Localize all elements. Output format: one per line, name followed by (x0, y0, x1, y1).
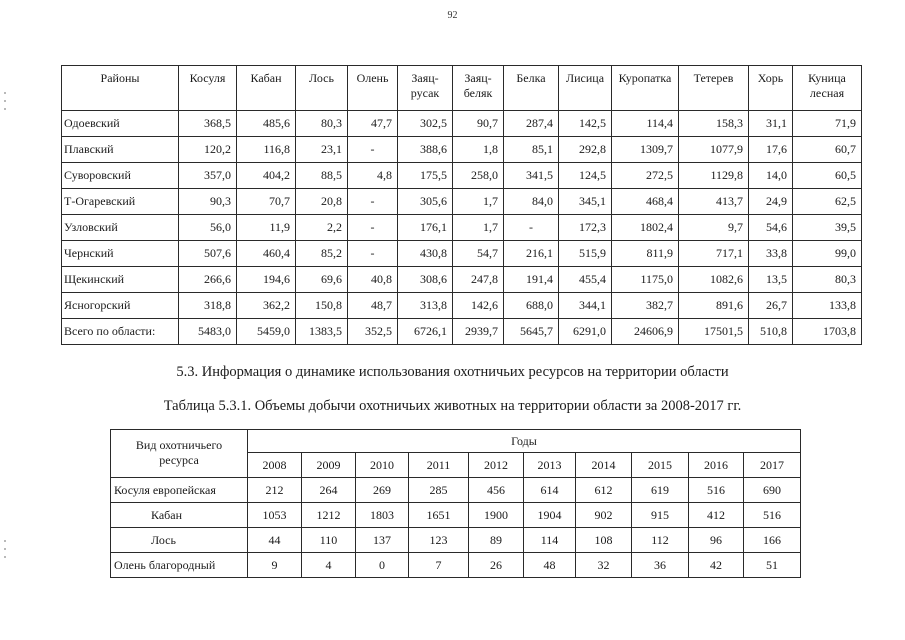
value-cell: 85,2 (296, 241, 348, 267)
table-row (62, 163, 862, 189)
value-cell: 85,1 (504, 137, 559, 163)
value-cell: 9,7 (679, 215, 749, 241)
year-header: 2013 (524, 453, 576, 478)
district-name-cell: Т-Огаревский (62, 189, 179, 215)
value-cell: - (348, 189, 398, 215)
value-cell: 269 (356, 478, 409, 503)
value-cell: - (348, 215, 398, 241)
district-name-cell: Чернский (62, 241, 179, 267)
species-header: Заяц- русак (398, 66, 453, 111)
value-cell: 2,2 (296, 215, 348, 241)
value-cell: - (504, 215, 559, 241)
value-cell: 9 (248, 553, 302, 578)
harvest-volume-table (110, 429, 801, 578)
value-cell: 368,5 (179, 111, 237, 137)
value-cell: 614 (524, 478, 576, 503)
value-cell: 48,7 (348, 293, 398, 319)
value-cell: 305,6 (398, 189, 453, 215)
value-cell: 212 (248, 478, 302, 503)
value-cell: 54,7 (453, 241, 504, 267)
value-cell: - (348, 241, 398, 267)
value-cell: 194,6 (237, 267, 296, 293)
value-cell: 44 (248, 528, 302, 553)
value-cell: 96 (689, 528, 744, 553)
value-cell: 36 (632, 553, 689, 578)
table-row (62, 319, 862, 345)
value-cell: 382,7 (612, 293, 679, 319)
value-cell: 516 (689, 478, 744, 503)
value-cell: 2939,7 (453, 319, 504, 345)
value-cell: 13,5 (749, 267, 793, 293)
value-cell: 14,0 (749, 163, 793, 189)
year-header: 2008 (248, 453, 302, 478)
value-cell: 20,8 (296, 189, 348, 215)
value-cell: 108 (576, 528, 632, 553)
value-cell: 1053 (248, 503, 302, 528)
value-cell: 90,7 (453, 111, 504, 137)
value-cell: 272,5 (612, 163, 679, 189)
table-row (62, 189, 862, 215)
value-cell: 4 (302, 553, 356, 578)
value-cell: 247,8 (453, 267, 504, 293)
value-cell: 357,0 (179, 163, 237, 189)
value-cell: 619 (632, 478, 689, 503)
districts-header: Районы (62, 66, 179, 111)
value-cell: 1383,5 (296, 319, 348, 345)
value-cell: 362,2 (237, 293, 296, 319)
district-name-cell: Узловский (62, 215, 179, 241)
value-cell: 133,8 (793, 293, 862, 319)
value-cell: 1082,6 (679, 267, 749, 293)
value-cell: 26,7 (749, 293, 793, 319)
value-cell: 172,3 (559, 215, 612, 241)
species-header: Косуля (179, 66, 237, 111)
value-cell: 352,5 (348, 319, 398, 345)
species-header: Лось (296, 66, 348, 111)
value-cell: 891,6 (679, 293, 749, 319)
value-cell: 507,6 (179, 241, 237, 267)
value-cell: 902 (576, 503, 632, 528)
district-resources-table (61, 65, 862, 345)
year-header: 2010 (356, 453, 409, 478)
value-cell: 23,1 (296, 137, 348, 163)
value-cell: 71,9 (793, 111, 862, 137)
value-cell: 112 (632, 528, 689, 553)
value-cell: - (348, 137, 398, 163)
value-cell: 345,1 (559, 189, 612, 215)
value-cell: 62,5 (793, 189, 862, 215)
value-cell: 1175,0 (612, 267, 679, 293)
value-cell: 17,6 (749, 137, 793, 163)
value-cell: 88,5 (296, 163, 348, 189)
table-row (111, 503, 801, 528)
value-cell: 1129,8 (679, 163, 749, 189)
value-cell: 137 (356, 528, 409, 553)
value-cell: 89 (469, 528, 524, 553)
year-header: 2012 (469, 453, 524, 478)
value-cell: 264 (302, 478, 356, 503)
value-cell: 318,8 (179, 293, 237, 319)
value-cell: 60,5 (793, 163, 862, 189)
species-header: Лисица (559, 66, 612, 111)
value-cell: 1904 (524, 503, 576, 528)
value-cell: 1802,4 (612, 215, 679, 241)
value-cell: 120,2 (179, 137, 237, 163)
year-header: 2014 (576, 453, 632, 478)
value-cell: 110 (302, 528, 356, 553)
value-cell: 47,7 (348, 111, 398, 137)
value-cell: 515,9 (559, 241, 612, 267)
value-cell: 69,6 (296, 267, 348, 293)
table-row (111, 478, 801, 503)
value-cell: 33,8 (749, 241, 793, 267)
value-cell: 116,8 (237, 137, 296, 163)
value-cell: 717,1 (679, 241, 749, 267)
species-header: Хорь (749, 66, 793, 111)
value-cell: 1,7 (453, 215, 504, 241)
value-cell: 460,4 (237, 241, 296, 267)
value-cell: 302,5 (398, 111, 453, 137)
value-cell: 516 (744, 503, 801, 528)
value-cell: 1803 (356, 503, 409, 528)
table-row (62, 137, 862, 163)
value-cell: 11,9 (237, 215, 296, 241)
value-cell: 31,1 (749, 111, 793, 137)
value-cell: 688,0 (504, 293, 559, 319)
value-cell: 1651 (409, 503, 469, 528)
value-cell: 90,3 (179, 189, 237, 215)
year-header: 2009 (302, 453, 356, 478)
value-cell: 612 (576, 478, 632, 503)
district-name-cell: Ясногорский (62, 293, 179, 319)
value-cell: 915 (632, 503, 689, 528)
value-cell: 5483,0 (179, 319, 237, 345)
value-cell: 266,6 (179, 267, 237, 293)
value-cell: 54,6 (749, 215, 793, 241)
table-row (62, 293, 862, 319)
value-cell: 0 (356, 553, 409, 578)
value-cell: 80,3 (296, 111, 348, 137)
value-cell: 80,3 (793, 267, 862, 293)
value-cell: 142,6 (453, 293, 504, 319)
value-cell: 5459,0 (237, 319, 296, 345)
value-cell: 485,6 (237, 111, 296, 137)
species-header: Куница лесная (793, 66, 862, 111)
value-cell: 285 (409, 478, 469, 503)
species-header: Тетерев (679, 66, 749, 111)
year-header: 2016 (689, 453, 744, 478)
value-cell: 191,4 (504, 267, 559, 293)
value-cell: 24606,9 (612, 319, 679, 345)
value-cell: 1703,8 (793, 319, 862, 345)
value-cell: 313,8 (398, 293, 453, 319)
table-header-row (62, 66, 862, 111)
value-cell: 123 (409, 528, 469, 553)
resource-name-cell: Олень благородный (111, 553, 248, 578)
value-cell: 1309,7 (612, 137, 679, 163)
value-cell: 166 (744, 528, 801, 553)
species-header: Заяц- беляк (453, 66, 504, 111)
value-cell: 811,9 (612, 241, 679, 267)
table-row (111, 528, 801, 553)
value-cell: 412 (689, 503, 744, 528)
value-cell: 51 (744, 553, 801, 578)
value-cell: 456 (469, 478, 524, 503)
table-caption: Таблица 5.3.1. Объемы добычи охотничьих животных на территории области за 2008-2017 гг. (163, 398, 742, 414)
value-cell: 32 (576, 553, 632, 578)
species-header: Олень (348, 66, 398, 111)
year-header: 2011 (409, 453, 469, 478)
year-header: 2017 (744, 453, 801, 478)
species-header: Кабан (237, 66, 296, 111)
table-row (111, 553, 801, 578)
species-header: Белка (504, 66, 559, 111)
value-cell: 114 (524, 528, 576, 553)
value-cell: 341,5 (504, 163, 559, 189)
resource-name-cell: Косуля европейская (111, 478, 248, 503)
value-cell: 42 (689, 553, 744, 578)
value-cell: 1,8 (453, 137, 504, 163)
species-header: Куропатка (612, 66, 679, 111)
value-cell: 150,8 (296, 293, 348, 319)
value-cell: 1,7 (453, 189, 504, 215)
year-header: 2015 (632, 453, 689, 478)
resource-type-header: Вид охотничьего ресурса (111, 430, 248, 478)
value-cell: 4,8 (348, 163, 398, 189)
value-cell: 216,1 (504, 241, 559, 267)
value-cell: 258,0 (453, 163, 504, 189)
value-cell: 1077,9 (679, 137, 749, 163)
value-cell: 6291,0 (559, 319, 612, 345)
table-row (62, 215, 862, 241)
binding-marks (4, 0, 10, 640)
value-cell: 40,8 (348, 267, 398, 293)
table-row (62, 241, 862, 267)
value-cell: 292,8 (559, 137, 612, 163)
years-header: Годы (248, 430, 801, 453)
value-cell: 48 (524, 553, 576, 578)
value-cell: 7 (409, 553, 469, 578)
value-cell: 455,4 (559, 267, 612, 293)
table-row (62, 267, 862, 293)
value-cell: 388,6 (398, 137, 453, 163)
value-cell: 1212 (302, 503, 356, 528)
value-cell: 690 (744, 478, 801, 503)
value-cell: 17501,5 (679, 319, 749, 345)
value-cell: 287,4 (504, 111, 559, 137)
value-cell: 26 (469, 553, 524, 578)
value-cell: 468,4 (612, 189, 679, 215)
value-cell: 6726,1 (398, 319, 453, 345)
value-cell: 5645,7 (504, 319, 559, 345)
table-row (62, 111, 862, 137)
value-cell: 413,7 (679, 189, 749, 215)
resource-name-cell: Кабан (111, 503, 248, 528)
value-cell: 56,0 (179, 215, 237, 241)
district-name-cell: Одоевский (62, 111, 179, 137)
value-cell: 430,8 (398, 241, 453, 267)
value-cell: 60,7 (793, 137, 862, 163)
value-cell: 70,7 (237, 189, 296, 215)
district-name-cell: Плавский (62, 137, 179, 163)
value-cell: 99,0 (793, 241, 862, 267)
district-name-cell: Суворовский (62, 163, 179, 189)
section-heading: 5.3. Информация о динамике использования охотничьих ресурсов на территории области (176, 364, 729, 380)
value-cell: 24,9 (749, 189, 793, 215)
value-cell: 510,8 (749, 319, 793, 345)
value-cell: 176,1 (398, 215, 453, 241)
value-cell: 39,5 (793, 215, 862, 241)
district-name-cell: Всего по области: (62, 319, 179, 345)
value-cell: 114,4 (612, 111, 679, 137)
value-cell: 142,5 (559, 111, 612, 137)
value-cell: 124,5 (559, 163, 612, 189)
value-cell: 84,0 (504, 189, 559, 215)
page-number: 92 (447, 10, 458, 21)
value-cell: 1900 (469, 503, 524, 528)
value-cell: 158,3 (679, 111, 749, 137)
value-cell: 344,1 (559, 293, 612, 319)
value-cell: 175,5 (398, 163, 453, 189)
value-cell: 308,6 (398, 267, 453, 293)
value-cell: 404,2 (237, 163, 296, 189)
resource-name-cell: Лось (111, 528, 248, 553)
district-name-cell: Щекинский (62, 267, 179, 293)
